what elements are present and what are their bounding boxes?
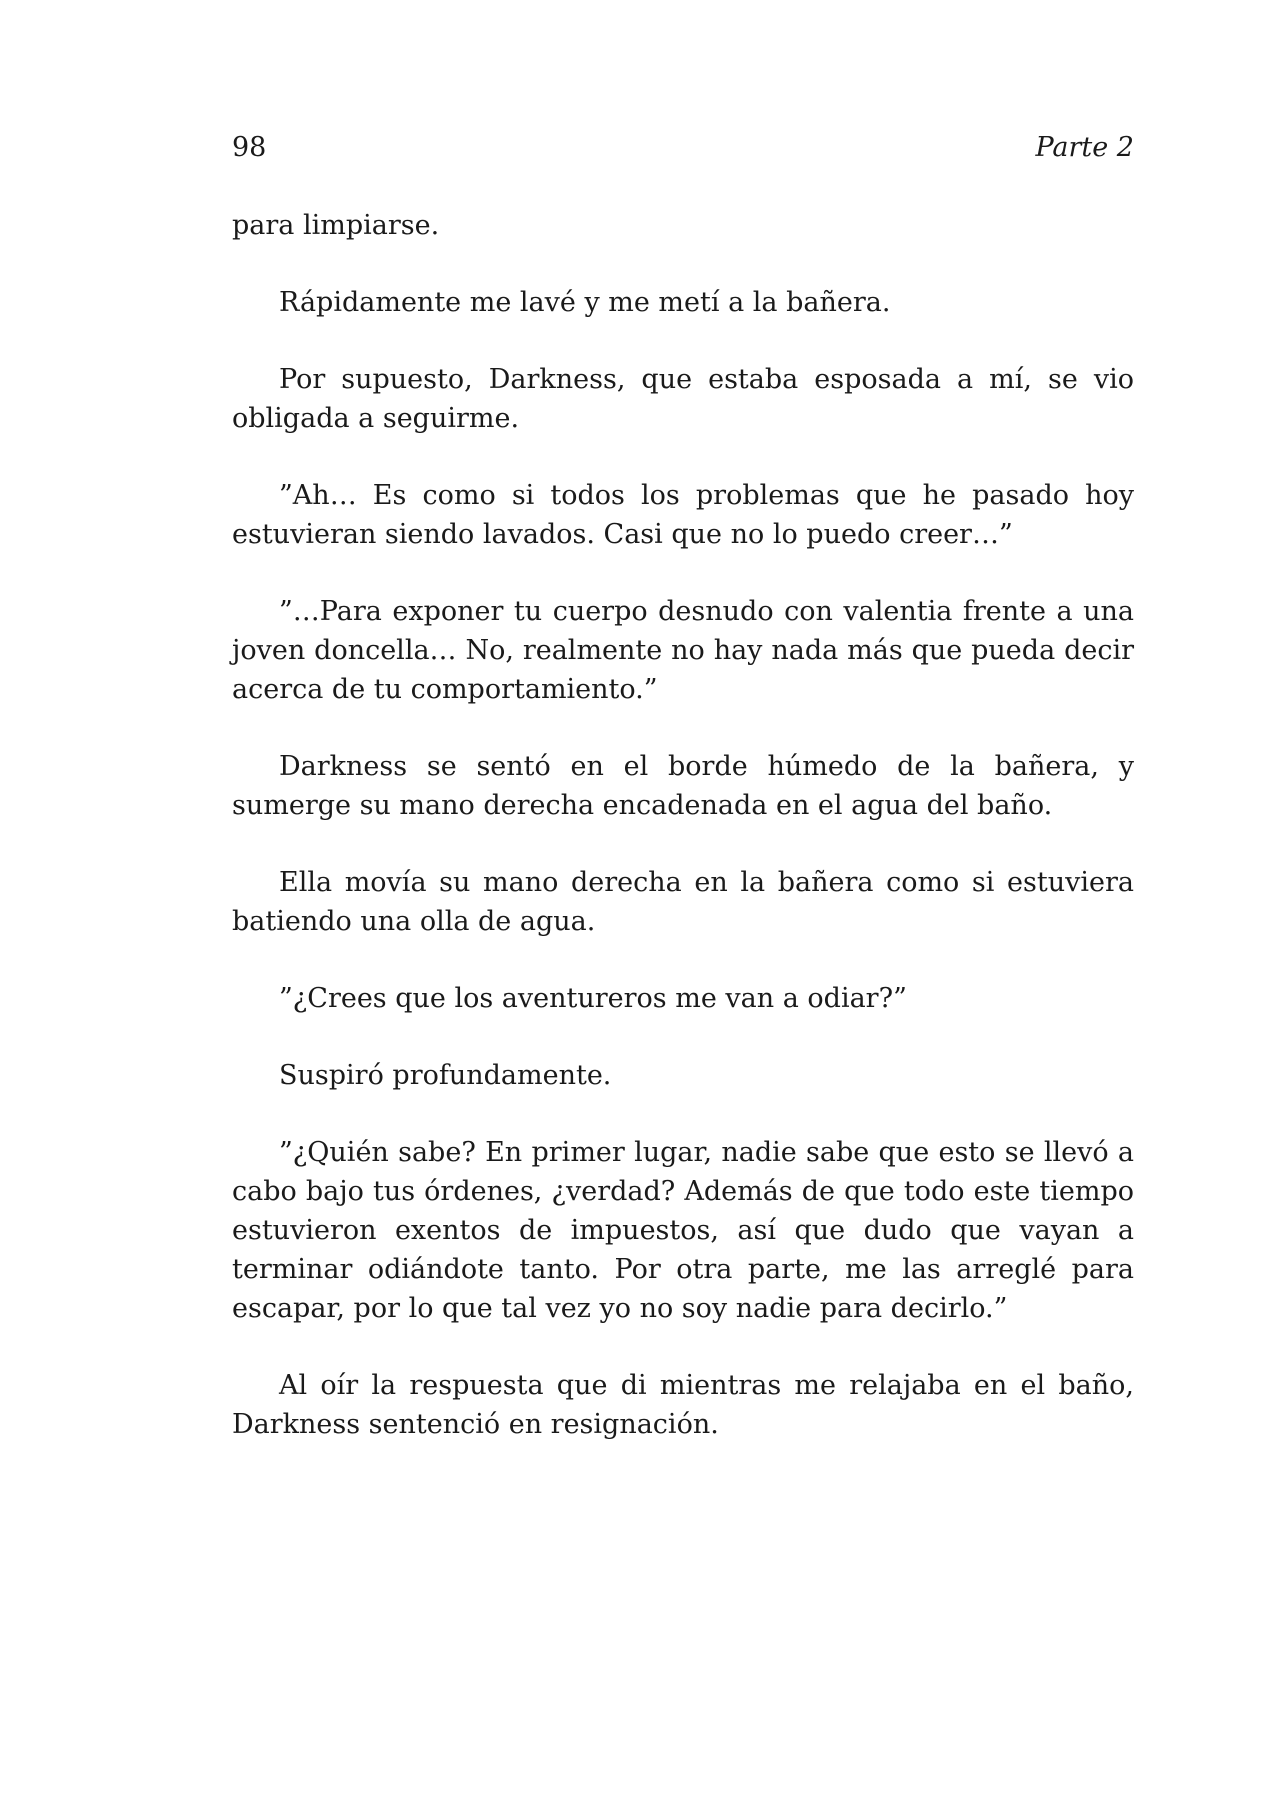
paragraph: Suspiró profundamente. <box>279 1060 612 1091</box>
running-head <box>232 128 1134 168</box>
paragraph: Por supuesto, Darkness, que estaba esposada a mí, se vio obligada a seguirme. <box>232 364 1134 434</box>
paragraph: Darkness se sentó en el borde húmedo de la bañera, y sumerge su mano derecha encadenada en el agua del baño. <box>232 751 1134 821</box>
paragraph: Al oír la respuesta que di mientras me relajaba en el baño, Darkness sentenció en resignación. <box>232 1370 1134 1440</box>
paragraph: para limpiarse. <box>232 210 440 241</box>
book-page <box>232 128 1134 1482</box>
paragraph: ”¿Crees que los aventureros me van a odiar?” <box>279 983 907 1014</box>
section-title: Parte 2 <box>1035 132 1134 163</box>
body-text <box>232 206 1134 1444</box>
paragraph: ”…Para exponer tu cuerpo desnudo con valentia frente a una joven doncella… No, realmente no hay nada más que pueda decir acerca de tu comportamiento.” <box>232 596 1134 705</box>
paragraph: Ella movía su mano derecha en la bañera como si estuviera batiendo una olla de agua. <box>232 867 1134 937</box>
paragraph: ”¿Quién sabe? En primer lugar, nadie sabe que esto se llevó a cabo bajo tus órdenes, ¿verdad? Además de que todo este tiempo estuvieron exentos de impuestos, así que dudo que vayan a terminar odiándote tanto. Por otra parte, me las arreglé para escapar, por lo que tal vez yo no soy nadie para decirlo.” <box>232 1137 1134 1324</box>
paragraph: ”Ah… Es como si todos los problemas que he pasado hoy estuvieran siendo lavados. Casi que no lo puedo creer…” <box>232 480 1134 550</box>
paragraph: Rápidamente me lavé y me metí a la bañera. <box>279 287 891 318</box>
page-number: 98 <box>232 132 267 163</box>
